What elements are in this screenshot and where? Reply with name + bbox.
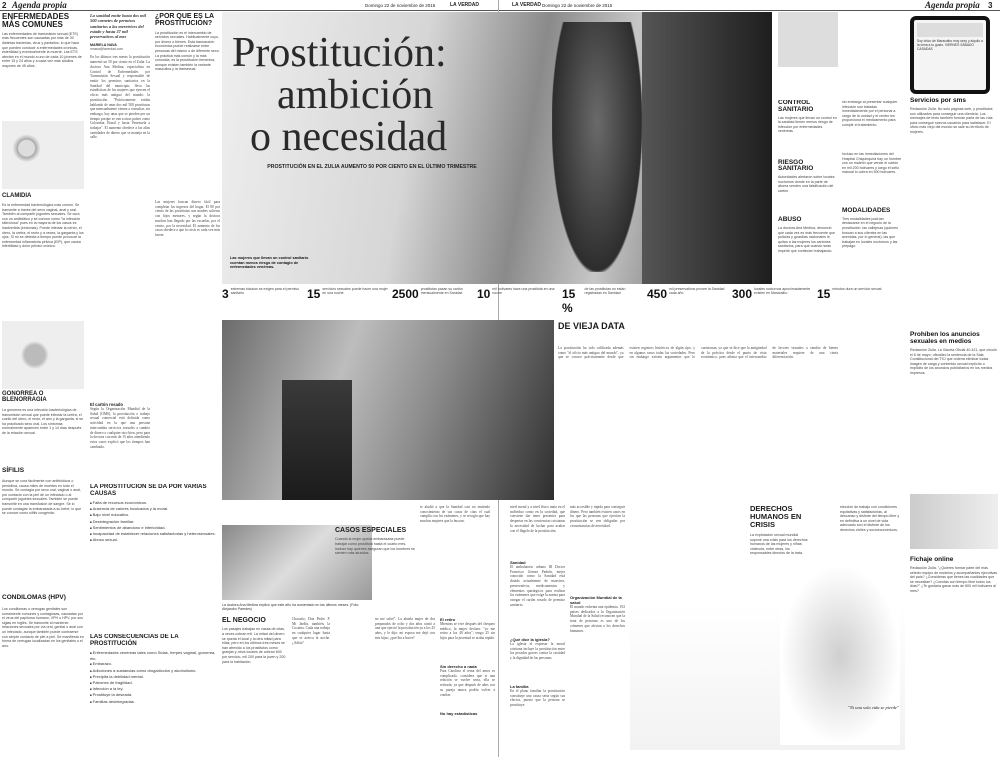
vieja-title: DE VIEJA DATA xyxy=(558,322,625,331)
special-text: Cuando la mujer queda embarazada puede trabajar como prostituta hasta el cuarto mes, incluso hay quienes aseguran que los hombres se sienten más atraídos. xyxy=(335,537,415,556)
no-rights-text: Para Carolina el tema del amor es complicado, considera que si una relación se vuelve seria, ella se retiraría; ya que después de años con su pareja nunca podría volver a confiar. xyxy=(440,669,495,697)
consequences-title: LAS CONSECUENCIAS DE LA PROSTITUCIÓN xyxy=(90,634,179,647)
online-text: Redacción Zulia. "¿Quieres formar parte del más selecto equipo de modelos y acompañantes ejecutivas del país? ¿Consideras que tienes las cualidades que se necesitan? ¿Cuentas con tiempo libre todos los días?" ¿Te gustaría ganar más de 600 mil bolívares al mes? xyxy=(910,566,998,593)
diseases-column xyxy=(2,13,84,753)
list-item: ■ Desintegración familiar. xyxy=(90,519,220,525)
risk-title: RIESGO SANITARIO xyxy=(778,158,814,173)
control-text: Las mujeres que llevan un control en la sanidad tienen menos riesgo de infección por enfermedades venéreas. xyxy=(778,115,837,134)
headline-line-3: o necesidad xyxy=(250,114,448,160)
dark-backdrop xyxy=(642,12,772,284)
modalities-text: Tres modalidades podrían destacarse en el negocio de la prostitución: las callejeras (quienes buscan a sus clientes en las avenidas, por lo general), las que trabajan en locales nocturnos y las prepago. xyxy=(842,216,898,249)
stat-number: 15 xyxy=(817,287,831,301)
special-box xyxy=(335,527,415,617)
list-item: ■ Patrones de fragilidad. xyxy=(90,680,220,686)
ban-title: Prohíben los anuncios sexuales en medios xyxy=(910,331,980,345)
page-header xyxy=(0,0,1000,11)
stat-label: mil bolívares hace una prostituta en una noche xyxy=(492,287,555,295)
stat-item xyxy=(562,287,647,315)
vieja-col-c: más accesible y rápida para conseguir dinero. Pero también existen casos en los que las personas que ejercían la prostitución se ven obligadas por circunstancias de necesidad. xyxy=(570,505,625,528)
list-item: ■ Prostituye la deseada. xyxy=(90,692,220,698)
sidebar-photo xyxy=(778,12,838,67)
hero-photo xyxy=(222,12,772,284)
business-text: Los pasajes trabajan en casas de citas, a veces cobran mil. La mitad del dinero se queda el local y la otra mitad para ellas, pero en los últimos tres meses se han atrevido a los prostitutos como granjas y otros locales de cobran 600 por servicio, mil 200 para la joven y 200 para la habitación. xyxy=(222,627,286,664)
syphilis-title: SÍFILIS xyxy=(2,467,25,474)
phone-message: Soy chico de Maracaibo muy sexy y alquilo a la cena a tu gusto. VIERNES SÁBADO CASADAS xyxy=(917,39,983,51)
stat-number: 3 xyxy=(222,287,229,301)
stat-item xyxy=(477,287,562,301)
list-item: ■ Embarazo. xyxy=(90,661,220,667)
gonorrhea-text: La gonorrea es una infección bacteriológica de transmisión sexual que puede infectar la uretra, el cuello del útero, el recto, el ano y la garganta, si se ha practicado sexo oral. Los síntomas normalmente aparecen entre 1 y 14 días después de la relación sexual. xyxy=(2,408,84,435)
sms-title: Servicios por sms xyxy=(910,97,966,104)
business-title: EL NEGOCIO xyxy=(222,617,266,624)
sidebar-col-b xyxy=(842,100,902,312)
hero-subtitle: PROSTITUCIÓN EN EL ZULIA AUMENTO 50 POR CIENTO EN EL ÚLTIMO TRIMESTRE xyxy=(267,164,477,170)
gonorrhea-title: GONORREA O BLENORRAGIA xyxy=(2,391,47,404)
online-title: Fichaje online xyxy=(910,556,954,563)
list-item: ■ Sentimientos de abandono e inferioridad. xyxy=(90,525,220,531)
church-text: La iglesia el expresar la moral cristiana incluye la prostitución entre los pecados graves contra la castidad y la dignidad de las personas. xyxy=(510,642,565,661)
risk-text: Autoridades alertaron sobre locales nocturnos donde en la parte de afuera venden una falsificación del cartón. xyxy=(778,175,835,194)
abuse-title: ABUSO xyxy=(778,216,802,224)
oms-title: Organización Mundial de la salud xyxy=(570,595,622,605)
chlamydia-text: Es la enfermedad bacteriológica más común. Se transmite a través del sexo vaginal, anal y oral. También al compartir juguetes sexuales. Se cura con un antibiótico y se conoce como "la infección silenciosa" pues en la mayoría de los casos es inadvertida (síntomas). Puede infectar la cérvix, el útero, la uretra, el recto y a veces, la garganta y los ojos. Si no se detecta a tiempo puede provocar la enfermedad inflamatoria pélvica (EIP), que causa infertilidad y dolor pélvico crónico. xyxy=(2,203,84,249)
pull-quote: La sanidad emite hasta dos mil 500 carnetes de permisos sanitarios a las meretrices del estado y hasta 37 mil preservativos al mes xyxy=(90,13,146,40)
street-photo xyxy=(222,320,554,500)
family-title: La familia xyxy=(510,684,529,689)
sidebar-p2: sin embargo al presentar cualquier infección son tratadas inmediatamente por el personal a cargo de la unidad y el centro les proporciona el medicamento para cumplir el tratamiento. xyxy=(842,100,898,127)
health-col xyxy=(510,560,565,750)
main-article-col xyxy=(90,13,150,303)
left-page-number: 2 xyxy=(2,0,7,10)
human-rights-title: DERECHOS HUMANOS EN CRISIS xyxy=(750,505,802,529)
stat-label: extremas básicos se exigen para el permiso sanitario xyxy=(230,287,299,295)
human-rights-text: La explotación sexual mundial supone una crisis para los derechos humanos de las mujeres y niñas: violencia, entre otras, los responsables directos de la trata. xyxy=(750,533,808,556)
headline-line-2: ambición xyxy=(277,72,434,118)
article-body-3: Las mujeres buscan dinero fácil para completar los ingresos del hogar. El 80 por ciento de las prostitutas son madres solteras con hijos menores, y según la doctora muchas han llegado por las escuelas, por el centro, por la necesidad. El aumento de los casos obedece a que la crisis es cada vez más fuerte. xyxy=(155,200,220,237)
diseases-intro: Las enfermedades de transmisión sexual (ETS) más frecuentes son causadas por más de 30 distintas bacterias, virus y parásitos, lo que hace que pueden conducir a enfermedades crónicas, esterilidad y eventualmente la muerte. Las ETS afectan en el mundo a uno de cada 10 jóvenes de entre 15 y 24 años y a cada vez más adultos mayores de 45 años. xyxy=(2,31,82,68)
list-item: ■ Precipita la debilidad mental. xyxy=(90,674,220,680)
modalities-title: MODALIDADES xyxy=(842,207,891,214)
bottom-col-a: Chacaito, Don Pedro P. Mi Jardín, también, la Cocaína. Cada una trabaja en cualquier lugar hasta que se acerca la noche. ¿Adiós? xyxy=(292,617,330,645)
phone-header-bar xyxy=(917,23,983,37)
causes-title: LA PROSTITUCIÓN SE DA POR VARIAS CAUSAS xyxy=(90,484,207,497)
gonorrhea-image xyxy=(2,321,84,389)
family-text: En el plano familiar la prostitución constituye una causa seria según sus efectos, puesto que la persona se prostituye. xyxy=(510,689,565,708)
pink-card-text: Según la Organización Mundial de la Salud (OMS), la prostitución o trabajo sexual comercial está definida como actividad en la que una persona intercambia servicios sexuales a cambio de dinero o cualquier otro bien, pero para la doctora con más de 15 años atendiendo estos casos explicó que los tiempos han cambiado. xyxy=(90,407,150,449)
doorway xyxy=(282,380,352,500)
oms-col xyxy=(570,595,625,750)
doctor-caption: La doctora Ana Medina explicó que este año ha aumentado en las últimos meses. (Foto: Alejandro Paredes) xyxy=(222,603,360,611)
right-section-title: Agenda propia xyxy=(925,0,980,10)
vieja-col-b: nivel moral y a nivel físico tanto en el individuo como en la sociedad, que conviene dar tener presentes para despertar en las conciencias cristianas la necesidad de luchar para acabar con el flagelo de la prostitución. xyxy=(510,505,565,533)
vieja-title-box xyxy=(558,322,658,338)
ban-section xyxy=(910,331,998,491)
stat-number: 450 xyxy=(647,287,668,301)
figure-silhouette xyxy=(552,22,642,272)
causes-box xyxy=(90,484,220,634)
right-page-number: 3 xyxy=(988,0,993,10)
bottom-col-c: te aludió a que la Sanidad casi no teniendo conocimiento de sus casas de citas el cual cumplía con los exámenes, y se recogía que hay muchas mujeres que la buscan. xyxy=(420,505,490,524)
stat-label: servicios sexuales puede hacer una mujer en una noche xyxy=(322,287,388,295)
chlamydia-title: CLAMIDIA xyxy=(2,193,32,199)
phone-image xyxy=(910,16,990,94)
list-item: ■ Bajo nivel educativo. xyxy=(90,512,220,518)
oms-text: El mundo enfrenta una epidemia. 192 países dedicados a la Organización Mundial de la Salud reconocen que la trata de personas es uno de los crímenes que afectan a los derechos humanos. xyxy=(570,605,625,633)
list-item: ■ Abuso sexual. xyxy=(90,537,220,543)
laptop-image xyxy=(910,494,998,549)
stat-item xyxy=(647,287,732,301)
business-box xyxy=(222,617,287,747)
pink-card-section xyxy=(90,402,150,480)
stat-item xyxy=(222,287,307,301)
list-item: ■ Ausencia de valores inculcados y la moral. xyxy=(90,506,220,512)
retire-col xyxy=(440,617,495,747)
consequences-list xyxy=(90,650,220,705)
stat-number: 300 xyxy=(732,287,753,301)
stat-number: 10 xyxy=(477,287,491,301)
definition-title: ¿POR QUÉ ES LA PROSTITUCIÓN? xyxy=(155,13,214,28)
ban-text: Redacción Zulia. La Gaceta Oficial 40.421, que circuló el 6 de mayo, oficializó la sentencia de la Sala Constitucional del TSJ que ordena eliminar todas imagen de carga y contenido sexual explícito o implícito de los anuncios publicitarios en los medios impresos. xyxy=(910,348,997,375)
stats-bar xyxy=(222,287,902,317)
stat-label: minutos dura un servicio sexual xyxy=(832,287,882,291)
left-brand: LA VERDAD xyxy=(450,2,479,8)
stat-label: locales nocturnos aproximadamente existen en Maracaibo xyxy=(754,287,811,295)
human-rights-area xyxy=(630,505,905,750)
health-title: Sanidad xyxy=(510,560,526,565)
author-name: MARIELA NAVA xyxy=(90,43,117,48)
list-item: ■ Adicciones a sustancias como drogadicción y alcoholismo. xyxy=(90,668,220,674)
diseases-title: ENFERMEDADES MÁS COMUNES xyxy=(2,13,70,30)
stat-number: 15 % xyxy=(562,287,576,315)
retire-text: Mientras se vive después del chequeo médico, la mujer declara: "yo me retiro a los 40 años"; tengo 25 sin hijos para la juventud se acaba rápido. xyxy=(440,622,495,641)
sms-section xyxy=(910,97,998,325)
stat-number: 2500 xyxy=(392,287,419,301)
no-rights-title: Sin derecho a nada xyxy=(440,664,477,669)
consequences-box xyxy=(90,634,220,749)
hero-headline xyxy=(232,32,447,158)
list-item: ■ Familias desintegradas. xyxy=(90,699,220,705)
left-date: Domingo 22 de noviembre de 2015 xyxy=(365,2,436,8)
definition-text: La prostitución es el intercambio de servicios sexuales. Habitualmente cuyo, por dinero o bienes. Esta transacción económica puede realizarse entre personas del mismo o de diferente sexo. La práctica más común y la más conocida, es la prostitución femenina, aunque existen también la variante masculina y la transexual. xyxy=(155,30,220,72)
syphilis-text: Aunque se cura fácilmente con antibióticos o penicilina, causa miles de muertes en todo el mundo. Se contagia por sexo oral, vaginal o anal, por contacto con la piel de un infectado o al compartir juguetes sexuales. También se puede transmitir en una transfusión de sangre. Se lo puede contagiar la embarazada a su bebé, lo que se conoce como sífilis congénita. xyxy=(2,479,82,516)
stat-number: 15 xyxy=(307,287,321,301)
right-date: Domingo 22 de noviembre de 2015 xyxy=(542,2,613,8)
list-item: ■ Falta de recursos económicos. xyxy=(90,500,220,506)
stat-label: mil preservativos provee la Sanidad cada año xyxy=(669,287,725,295)
control-title: CONTROL SANITARIO xyxy=(778,100,814,113)
sidebar-p3: Incluso en las inmediaciones del Hospital Chiquinquirá hay un hombre con un maletín que vende el cartón en mil 200 bolívares y luego él sello manual lo cobra en 500 bolívares. xyxy=(842,152,902,175)
online-section xyxy=(910,556,998,751)
sms-text: Redacción Zulia. No solo páginas web, y prostitutos son utilizados para conseguir una clientela. Los mensajes de texto también forman parte de las vías para conseguir nuevos usuarios para satisfacer. El oficio más viejo del mundo se sale su territorio de mujeres. xyxy=(910,107,993,134)
author-email: mnava@laverdad.com xyxy=(90,47,124,52)
condylomas-text: Los condilomas o verrugas genitales son sumamente comunes y contagiosas, causadas por el virus del papiloma humano, VPH o HPV, por sus siglas en inglés. Se transmite al mantener relaciones sexuales por vía oral, genital o anal con un infectado, aunque también puede contraerse con simple contacto de piel a piel. Se manifiesta en forma de verrugas localizadas en los genitales o el ano. xyxy=(2,607,84,648)
headline-line-1: Prostitución: xyxy=(232,30,447,76)
list-item: ■ Infección a la ley. xyxy=(90,686,220,692)
stat-item xyxy=(732,287,817,301)
stat-label: de las prostitutas no están registradas en Sanidad xyxy=(584,287,626,295)
stat-item xyxy=(392,287,477,301)
pull-quote-2: "Ni una sola vida se pierde" xyxy=(848,705,899,710)
human-rights-col: elección de trabajo con condiciones equitativas y satisfactorias, al descanso y disfrute del tiempo libre y en definitiva a un nivel de vida adecuado son el disfrute de los derechos civiles y socioeconómicos. xyxy=(840,505,900,532)
phone-screen xyxy=(914,20,986,90)
condylomas-title: CONDILOMAS (HPV) xyxy=(2,594,66,601)
causes-list xyxy=(90,500,220,543)
stat-label: prostitutas pasan su cartón mensualmente en Sanidad xyxy=(420,287,463,295)
vieja-text xyxy=(558,346,838,476)
chlamydia-image xyxy=(2,121,84,189)
hero-caption: Las mujeres que llevan un control sanitario cuentan menos riesgo de contagio de enfermedades venéreas. xyxy=(230,256,309,270)
church-title: ¿Qué dice la iglesia? xyxy=(510,637,550,642)
retire-title: El retiro xyxy=(440,617,456,622)
right-brand: LA VERDAD xyxy=(512,2,541,8)
health-text: El ambulatorio urbano III Doctor Francisco Gómez Padrón, mejor conocido como la Sanidad está dotado actualmente de maestros, preservativos, medicamentos y elementos quirúrgicos para realizar los exámenes que exige la norma para otorgar el cartón rosado de permiso sanitario. xyxy=(510,565,565,607)
no-stats-title: No hay estadísticas xyxy=(440,711,478,716)
list-item: ■ Incapacidad de establecer relaciones satisfactorias y heterosexuales. xyxy=(90,531,220,537)
bottom-col-b: no me salvé". La abuela mujer de dos preparados de ocho y dos años contó a una que ejerció la prostitución ya a los 45 años, y le dijo: mi esposo me dejó con mis hijas; ¿qué iba a hacer? xyxy=(375,617,435,640)
special-title: CASOS ESPECIALES xyxy=(335,527,407,534)
vieja-body: La prostitución ha sido calificada además como "el oficio más antiguo del mundo", ya que se conoce prácticamente desde que existen registros históricos de algún tipo, y en algunos casos todas las sociedades. Pero sin embargo existen argumentos que lo cuestionan, ya que se dice que la antigüedad de la práctica desde el punto de vista económico, pues afirma que el intercambio de favores sexuales a cambio de bienes materiales requiere de una cierta diferenciación. xyxy=(558,346,838,360)
stat-item xyxy=(307,287,392,301)
list-item: ■ Enfermedades venéreas tales como Sidas, herpes vaginal, gonorrea, etc. xyxy=(90,650,220,661)
stat-item xyxy=(817,287,902,301)
abuse-text: La doctora Ana Medina, denunció que cada vez es más frecuente que policías y guardias nacionales le quitan a las mujeres los cartones sanitarios, para que cuando sean impedir que continúen trabajando. xyxy=(778,226,835,254)
left-section-title: Agenda propia xyxy=(12,0,67,10)
article-lead: En los últimos tres meses la prostitución aumentó un 50 por ciento en el Zulia. La doctora Ana Medina, especialista en Control de Enfermedades por Transmisión Sexual y responsable de emitir los permisos sanitarios en la Sanidad del municipio, lleva las estadísticas de las mujeres que ejercen el oficio más antiguo del mundo: la prostitución. "Prácticamente estaba hablando de unas dos mil 500 prostitutas que mensualmente vienen a consultar, sin embargo, hay unas que se pierden por un tiempo porque se van a otras países como Colombia, Brasil y hasta Venezuela a trabajar". El aumento obedece a las altas cantidades de dinero que se maneja en la calle. xyxy=(90,55,150,140)
pink-card-title: El cartón rosado xyxy=(90,402,124,407)
